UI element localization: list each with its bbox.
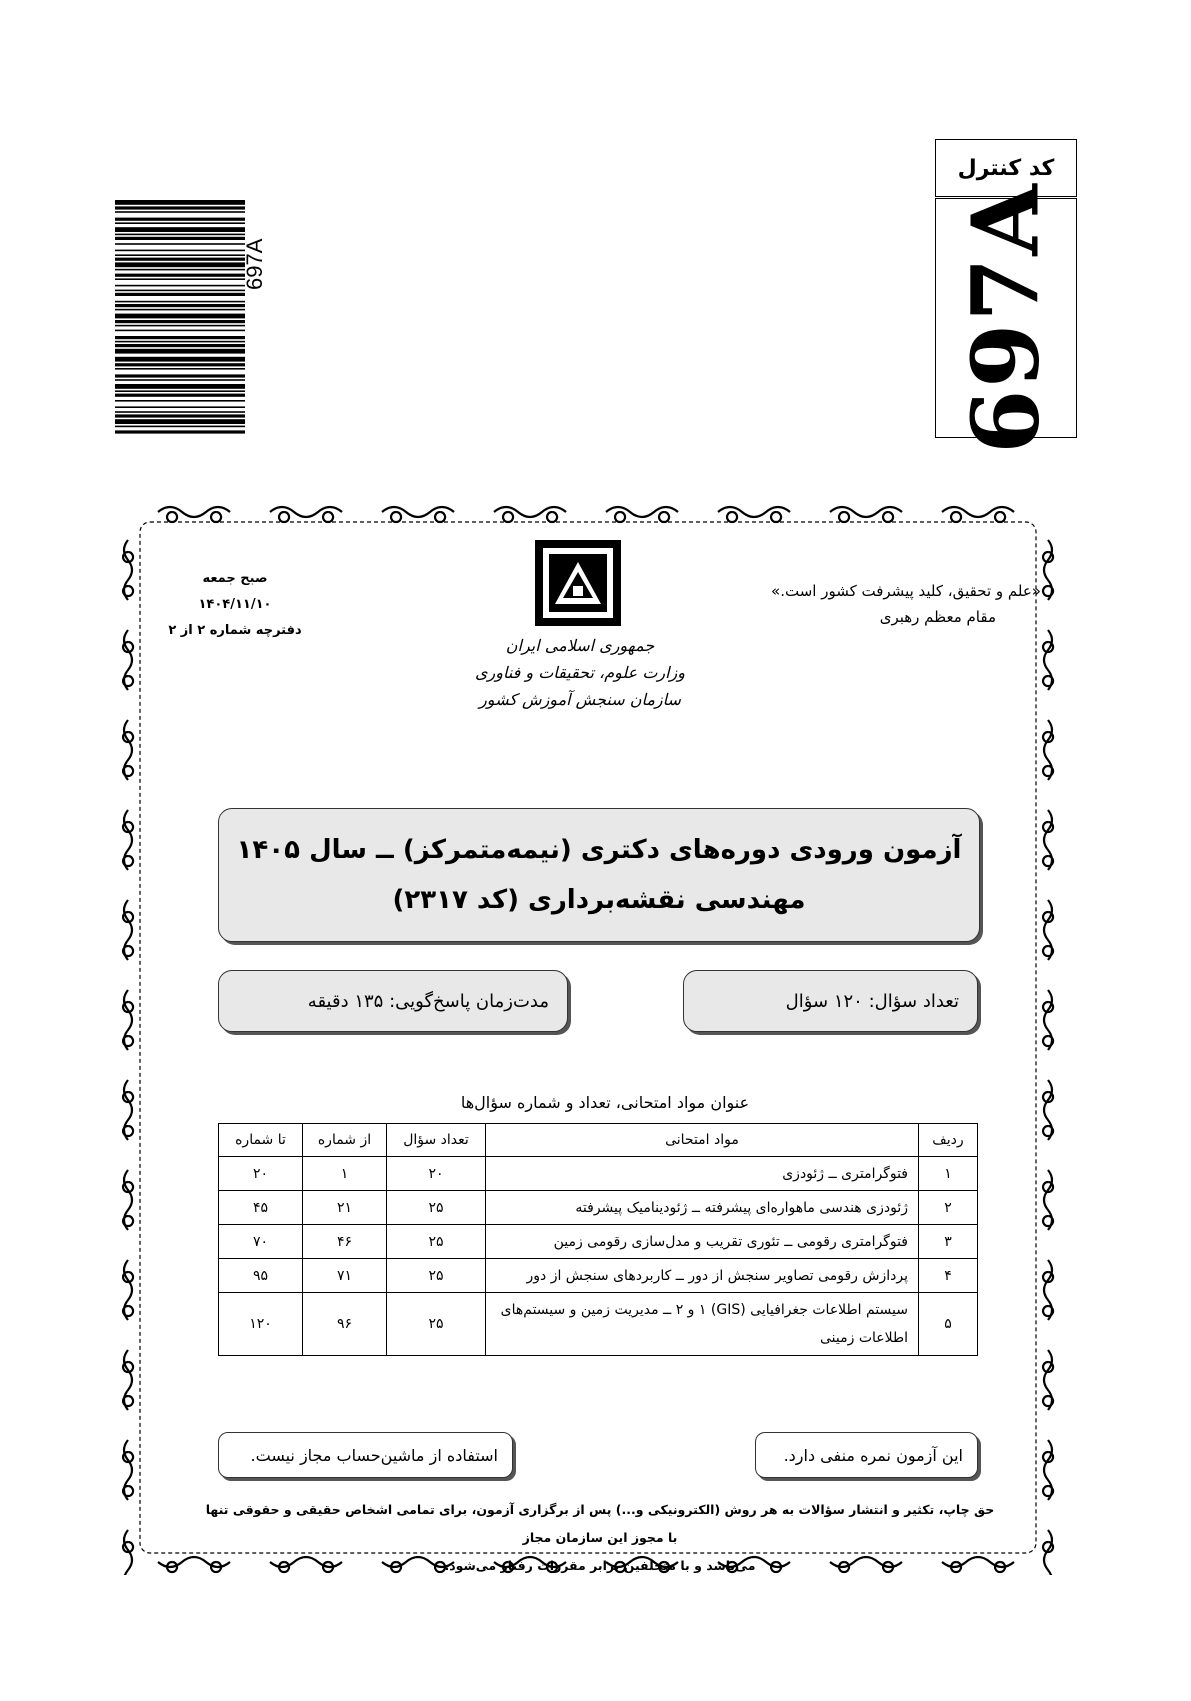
from-number: ۴۶ <box>303 1225 387 1259</box>
duration-box <box>218 970 568 1032</box>
table-header-row <box>219 1124 978 1157</box>
to-number: ۷۰ <box>219 1225 303 1259</box>
to-number: ۴۵ <box>219 1191 303 1225</box>
question-count-cell: ۲۵ <box>387 1225 486 1259</box>
from-number: ۹۶ <box>303 1293 387 1356</box>
booklet-number: دفترچه شماره ۲ از ۲ <box>168 623 302 638</box>
question-count-cell: ۲۵ <box>387 1259 486 1293</box>
table-caption: عنوان مواد امتحانی، تعداد و شماره سؤال‌ها <box>460 1093 750 1112</box>
copyright-line1: حق چاپ، تکثیر و انتشار سؤالات به هر روش (الکترونیکی و...) پس از برگزاری آزمون، برای تمامی اشخاص حقیقی و حقوقی تنها با مجوز این سازمان مجاز <box>205 1502 995 1545</box>
row-number: ۱ <box>919 1157 978 1191</box>
duration: مدت‌زمان پاسخ‌گویی: ۱۳۵ دقیقه <box>307 990 549 1012</box>
table-row <box>219 1293 978 1356</box>
row-number: ۲ <box>919 1191 978 1225</box>
exam-date: ۱۴۰۴/۱۱/۱۰ <box>198 597 272 612</box>
control-code-label: کد کنترل <box>935 139 1077 197</box>
quote-text: «علم و تحقیق، کلید پیشرفت کشور است.» <box>771 582 1041 600</box>
row-number: ۳ <box>919 1225 978 1259</box>
barcode-text: 697A <box>242 238 267 290</box>
org-line1: جمهوری اسلامی ایران <box>505 636 655 655</box>
quote-author: مقام معظم رهبری <box>879 608 996 626</box>
to-number: ۹۵ <box>219 1259 303 1293</box>
subject-name: سیستم اطلاعات جغرافیایی (GIS) ۱ و ۲ ــ مدیریت زمین و سیستم‌های اطلاعات زمینی <box>486 1293 919 1356</box>
organization-logo <box>533 538 623 628</box>
subject-name: ژئودزی هندسی ماهواره‌ای پیشرفته ــ ژئودینامیک پیشرفته <box>486 1191 919 1225</box>
exam-title-box <box>218 808 980 942</box>
organization-name <box>440 632 720 713</box>
table-row <box>219 1259 978 1293</box>
question-count-cell: ۲۰ <box>387 1157 486 1191</box>
calculator-text: استفاده از ماشین‌حساب مجاز نیست. <box>250 1445 498 1465</box>
question-count-box <box>683 970 978 1032</box>
question-count-cell: ۲۵ <box>387 1293 486 1356</box>
from-number: ۷۱ <box>303 1259 387 1293</box>
header-quote <box>771 578 1041 630</box>
table-row <box>219 1225 978 1259</box>
exam-subtitle: مهندسی نقشه‌برداری (کد ۲۳۱۷) <box>392 885 806 915</box>
header-to: تا شماره <box>219 1124 303 1157</box>
to-number: ۱۲۰ <box>219 1293 303 1356</box>
question-count: تعداد سؤال: ۱۲۰ سؤال <box>785 990 959 1012</box>
from-number: ۲۱ <box>303 1191 387 1225</box>
copyright-line2: می‌باشد و با متخلفین برابر مقررات رفتار می‌شود. <box>444 1558 756 1573</box>
barcode <box>115 200 245 435</box>
row-number: ۵ <box>919 1293 978 1356</box>
calculator-note <box>218 1432 513 1478</box>
subject-name: فتوگرامتری ــ ژئودزی <box>486 1157 919 1191</box>
control-code: 697A <box>952 182 1061 454</box>
question-count-cell: ۲۵ <box>387 1191 486 1225</box>
header-subject: مواد امتحانی <box>486 1124 919 1157</box>
exam-title: آزمون ورودی دوره‌های دکتری (نیمه‌متمرکز) ــ سال ۱۴۰۵ <box>236 835 962 865</box>
header-from: از شماره <box>303 1124 387 1157</box>
org-line2: وزارت علوم، تحقیقات و فناوری <box>475 663 685 682</box>
header-row-number: ردیف <box>919 1124 978 1157</box>
subject-name: پردازش رقومی تصاویر سنجش از دور ــ کاربردهای سنجش از دور <box>486 1259 919 1293</box>
subjects-table <box>218 1123 978 1356</box>
negative-marking-text: این آزمون نمره منفی دارد. <box>783 1445 963 1465</box>
header-question-count: تعداد سؤال <box>387 1124 486 1157</box>
copyright-notice <box>200 1496 1000 1580</box>
subject-name: فتوگرامتری رقومی ــ تئوری تقریب و مدل‌سازی رقومی زمین <box>486 1225 919 1259</box>
negative-marking-note <box>755 1432 978 1478</box>
to-number: ۲۰ <box>219 1157 303 1191</box>
control-code-box <box>935 182 1077 454</box>
exam-session: صبح جمعه <box>202 571 268 586</box>
org-line3: سازمان سنجش آموزش کشور <box>479 690 681 709</box>
from-number: ۱ <box>303 1157 387 1191</box>
exam-info <box>160 566 310 644</box>
table-row <box>219 1157 978 1191</box>
row-number: ۴ <box>919 1259 978 1293</box>
table-row <box>219 1191 978 1225</box>
